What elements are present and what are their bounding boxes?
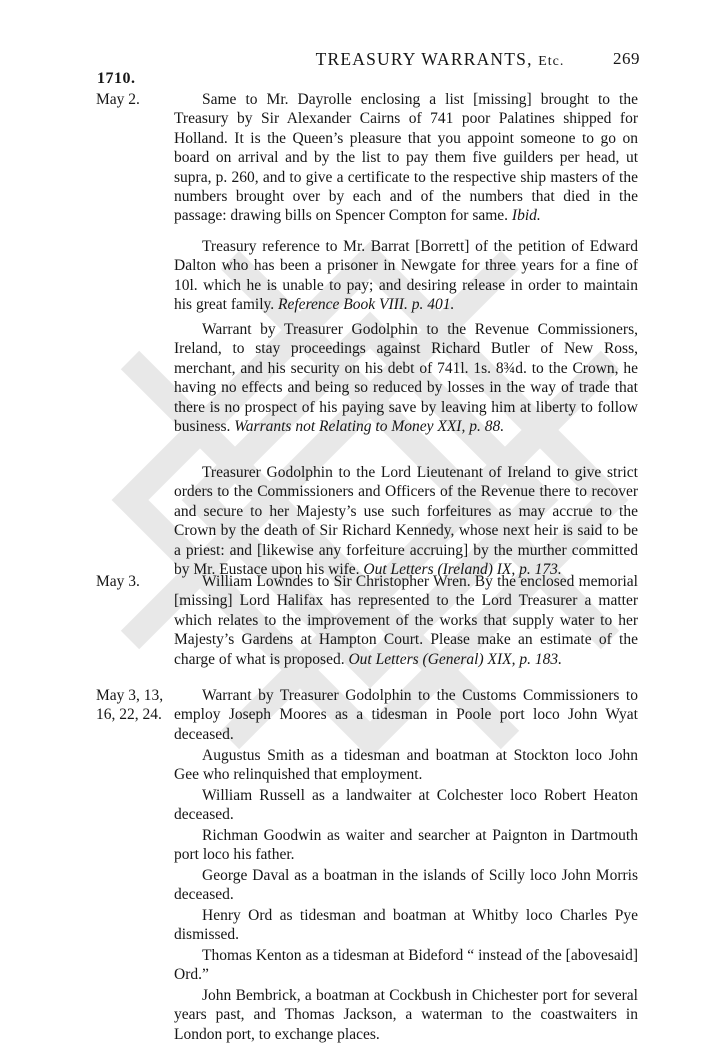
entry-text bbox=[174, 463, 638, 579]
entry-reference: Out Letters (General) XIX, p. 183. bbox=[348, 650, 563, 668]
entry-text bbox=[174, 320, 638, 436]
entry-text bbox=[174, 237, 638, 315]
sub-entry-bembrick: John Bembrick, a boatman at Cockbush in Chichester port for several years past, and Thomas Jackson, a waterman to the coastwaiters in London port, to exchange places. bbox=[174, 987, 638, 1043]
running-head bbox=[270, 49, 610, 70]
entry-date: May 3, 13, 16, 22, 24. bbox=[96, 687, 164, 723]
sub-entry-russell: William Russell as a landwaiter at Colchester loco Robert Heaton deceased. bbox=[174, 787, 638, 824]
sub-entry-smith: Augustus Smith as a tidesman and boatman at Stockton loco John Gee who relinquished that employment. bbox=[174, 747, 638, 784]
entry-reference: Reference Book VIII. p. 401. bbox=[278, 296, 455, 314]
entry-body: Same to Mr. Dayrolle enclosing a list [missing] brought to the Treasury by Sir Alexander Cairns of 741 poor Palatines shipped for Holland. It is the Queen’s pleasure that you appoint someone to go on board on arrival and by the list to pay them five guilders per head, ut supra, p. 260, and to give a certificate to the respective ship masters of the numbers brought over by each and of the numbers that died in the passage: drawing bills on Spencer Compton for same. bbox=[174, 91, 638, 225]
entry-body: Warrant by Treasurer Godolphin to the Revenue Commissioners, Ireland, to stay proceedings against Richard Butler of New Ross, merchant, and his security on his debt of 741l. 1s. 8¾d. to the Crown, he having no effects and being so reduced by losses in the way of trade that there is no prospect of his paying save by leaving him at liberty to follow business. bbox=[174, 321, 638, 436]
entry-body: Treasury reference to Mr. Barrat [Borrett] of the petition of Edward Dalton who has been a prisoner in Newgate for three years for a fine of 10l. which he is unable to pay; and desiring release in order to maintain his great family. bbox=[174, 238, 638, 314]
entry-body: William Lowndes to Sir Christopher Wren. By the enclosed memorial [missing] Lord Halifax has represented to the Lord Treasurer a matter which relates to the improvement of the works that supply water to her Majesty’s Gardens at Hampton Court. Please make an estimate of the charge of what is proposed. bbox=[174, 573, 638, 668]
entry-reference: Warrants not Relating to Money XXI, p. 88. bbox=[234, 418, 505, 436]
entry-body: Warrant by Treasurer Godolphin to the Customs Commissioners to employ Joseph Moores as a tidesman in Poole port loco John Wyat deceased. bbox=[174, 687, 638, 743]
entry-reference: Out Letters (Ireland) IX, p. 173. bbox=[363, 561, 562, 579]
entry-text bbox=[174, 686, 638, 744]
sub-entry-daval: George Daval as a boatman in the islands of Scilly loco John Morris deceased. bbox=[174, 867, 638, 904]
entry-text bbox=[174, 90, 638, 226]
sub-entry-kenton: Thomas Kenton as a tidesman at Bideford “ instead of the [abovesaid] Ord.” bbox=[174, 947, 638, 984]
entry-text bbox=[174, 572, 638, 669]
entry-date: May 2. bbox=[96, 91, 140, 108]
sub-entry-goodwin: Richman Goodwin as waiter and searcher at Paignton in Dartmouth port loco his father. bbox=[174, 827, 638, 864]
entry-body: Treasurer Godolphin to the Lord Lieutenant of Ireland to give strict orders to the Commissioners and Officers of the Revenue there to recover and secure to her Majesty’s use such forfeitures as may accrue to the Crown by the death of Sir Richard Kennedy, whose next heir is said to be a priest: and [likewise any forfeiture accruing] by the murther committed by Mr. Eustace upon his wife. bbox=[174, 464, 638, 579]
running-head-main: TREASURY WARRANTS, bbox=[315, 49, 533, 69]
running-head-small: Etc. bbox=[538, 54, 565, 69]
margin-year: 1710. bbox=[97, 70, 136, 87]
entry-reference: Ibid. bbox=[511, 207, 541, 225]
sub-entry-ord: Henry Ord as tidesman and boatman at Whitby loco Charles Pye dismissed. bbox=[174, 907, 638, 944]
page-header bbox=[0, 49, 720, 71]
entry-date: May 3. bbox=[96, 573, 140, 590]
page-number: 269 bbox=[613, 49, 640, 68]
